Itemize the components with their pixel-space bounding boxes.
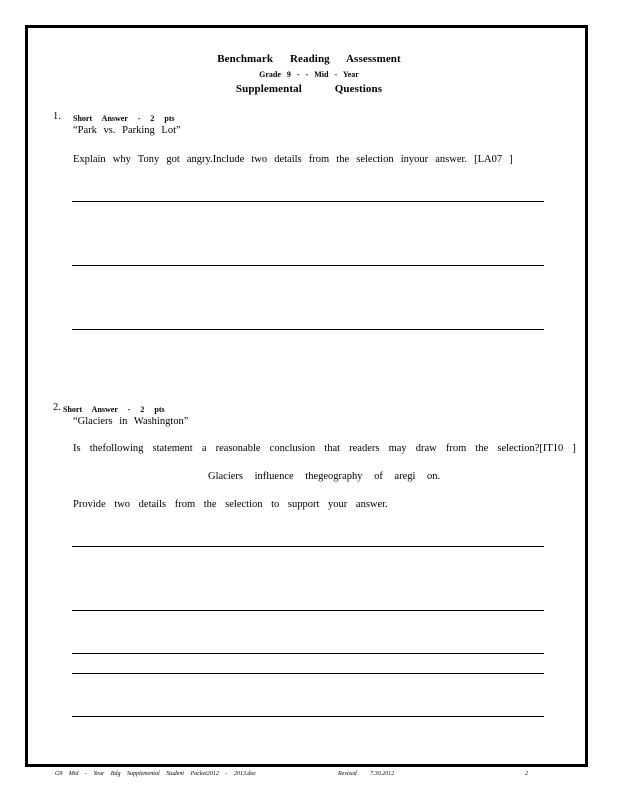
question-2-statement: Glaciers influence thegeography of aregi on. — [208, 471, 441, 482]
answer-line[interactable] — [72, 716, 544, 717]
question-1-passage-title: “Park vs. Parking Lot” — [73, 125, 181, 136]
question-1-prompt: Explain why Tony got angry.Include two details from the selection inyour answer. [LA07 ] — [73, 154, 513, 165]
page-title: Benchmark Reading Assessment — [217, 53, 401, 65]
answer-line[interactable] — [72, 201, 544, 202]
answer-line[interactable] — [72, 265, 544, 266]
answer-line[interactable] — [72, 329, 544, 330]
grade-line: Grade 9 - - Mid - Year — [259, 70, 359, 79]
question-1-number: 1. — [53, 111, 61, 122]
question-2-number: 2. — [53, 402, 61, 413]
answer-line[interactable] — [72, 653, 544, 654]
footer-filename: G9 Mid - Year Bdg Supplemental Student Packet2012 - 2013.doc — [55, 771, 257, 777]
question-2-prompt: Is thefollowing statement a reasonable conclusion that readers may draw from the selection?[IT10 ] — [73, 443, 576, 454]
question-2-type: Short Answer - 2 pts — [63, 405, 165, 414]
footer-revised: Revised 7.30.2012 — [338, 771, 395, 777]
question-2-instruction: Provide two details from the selection to support your answer. — [73, 499, 388, 510]
answer-line[interactable] — [72, 610, 544, 611]
question-2-passage-title: “Glaciers in Washington” — [73, 416, 189, 427]
footer-page-number: 2 — [525, 771, 528, 777]
answer-line[interactable] — [72, 546, 544, 547]
question-1-type: Short Answer - 2 pts — [73, 114, 175, 123]
page-subtitle: Supplemental Questions — [235, 83, 383, 95]
answer-line[interactable] — [72, 673, 544, 674]
page-border — [25, 25, 588, 767]
